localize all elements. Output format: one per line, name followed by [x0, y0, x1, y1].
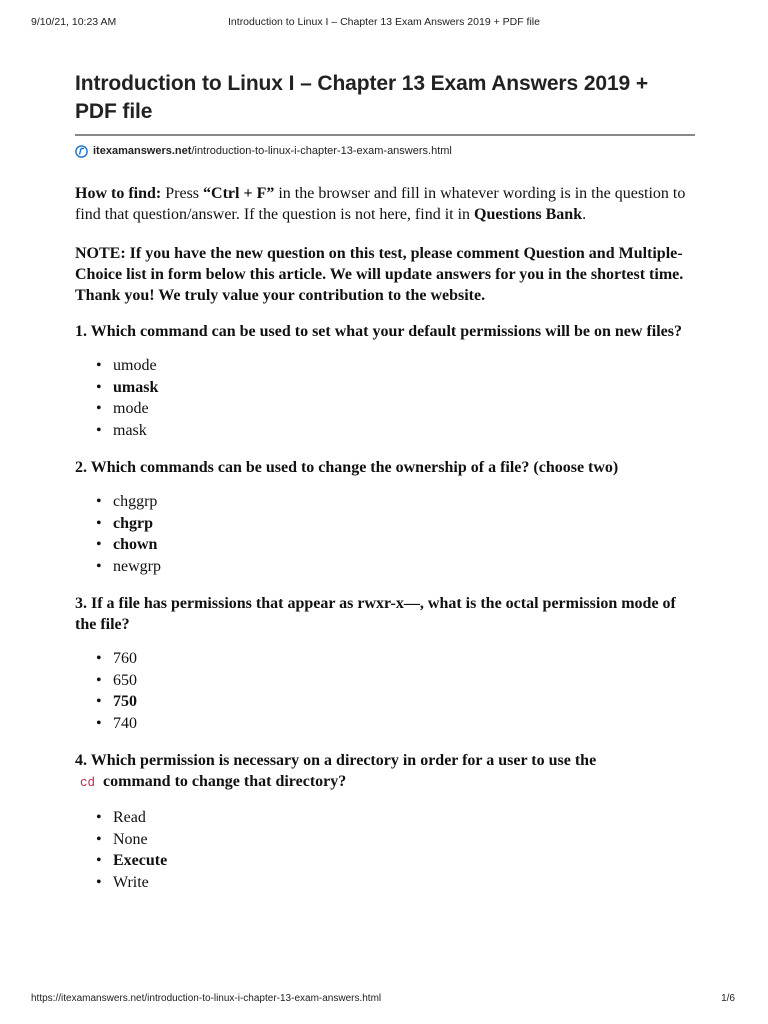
- code-cd: cd: [80, 776, 96, 790]
- question-2-options: [75, 491, 695, 577]
- questions-bank-link[interactable]: Questions Bank: [474, 206, 583, 223]
- option-correct: • Execute: [113, 850, 695, 872]
- howto-keys: “Ctrl + F”: [203, 185, 275, 202]
- howto-end: .: [582, 206, 587, 223]
- option: • umode: [113, 355, 695, 377]
- print-header: [0, 16, 768, 30]
- question-3-options: [75, 648, 695, 734]
- print-url: https://itexamanswers.net/introduction-to-linux-i-chapter-13-exam-answers.html: [31, 993, 382, 1004]
- option: • chggrp: [113, 491, 695, 513]
- page-number: 1/6: [721, 993, 735, 1004]
- howto-label: How to find:: [75, 185, 162, 202]
- option: • Read: [113, 807, 695, 829]
- print-doc-title: Introduction to Linux I – Chapter 13 Exam Answers 2019 + PDF file: [228, 16, 540, 28]
- print-footer: [0, 993, 768, 1007]
- article: [75, 70, 695, 893]
- option: • 740: [113, 713, 695, 735]
- question-1: 1. Which command can be used to set what your default permissions will be on new files?: [75, 323, 682, 340]
- option: • Write: [113, 872, 695, 894]
- question-3: 3. If a file has permissions that appear as rwxr-x—, what is the octal permission mode of the file?: [75, 595, 676, 633]
- site-logo-icon: [75, 145, 88, 158]
- question-4-text-after: command to change that directory?: [103, 773, 347, 790]
- option: • newgrp: [113, 556, 695, 578]
- note-paragraph: NOTE: If you have the new question on this test, please comment Question and Multiple-Choice list in form below this article. We will update answers for you in the shortest time. Thank you! We truly value your contribution to the website.: [75, 245, 684, 304]
- question-1-options: [75, 355, 695, 441]
- option: • mask: [113, 420, 695, 442]
- print-datetime: 9/10/21, 10:23 AM: [31, 16, 117, 28]
- article-title: Introduction to Linux I – Chapter 13 Exam Answers 2019 + PDF file: [75, 72, 649, 123]
- howto-text-2: in the browser and fill in whatever wording is in the question to find that question/answer. If the question is not here, find it in: [75, 185, 686, 223]
- option-correct: • chgrp: [113, 513, 695, 535]
- question-4-options: [75, 807, 695, 893]
- question-4: [75, 750, 695, 794]
- option-correct: • chown: [113, 534, 695, 556]
- option-correct: • umask: [113, 377, 695, 399]
- howto-text-1: Press: [161, 185, 204, 202]
- option: • mode: [113, 398, 695, 420]
- question-4-text-before: 4. Which permission is necessary on a directory in order for a user to use the: [75, 752, 597, 769]
- question-2: 2. Which commands can be used to change the ownership of a file? (choose two): [75, 459, 619, 476]
- source-path[interactable]: /introduction-to-linux-i-chapter-13-exam-answers.html: [191, 145, 452, 157]
- how-to-find-paragraph: [75, 183, 695, 225]
- option-correct: • 750: [113, 691, 695, 713]
- option: • 650: [113, 670, 695, 692]
- option: • None: [113, 829, 695, 851]
- source-domain[interactable]: itexamanswers.net: [93, 145, 192, 157]
- title-divider: [75, 134, 695, 136]
- option: • 760: [113, 648, 695, 670]
- source-line: [75, 143, 695, 159]
